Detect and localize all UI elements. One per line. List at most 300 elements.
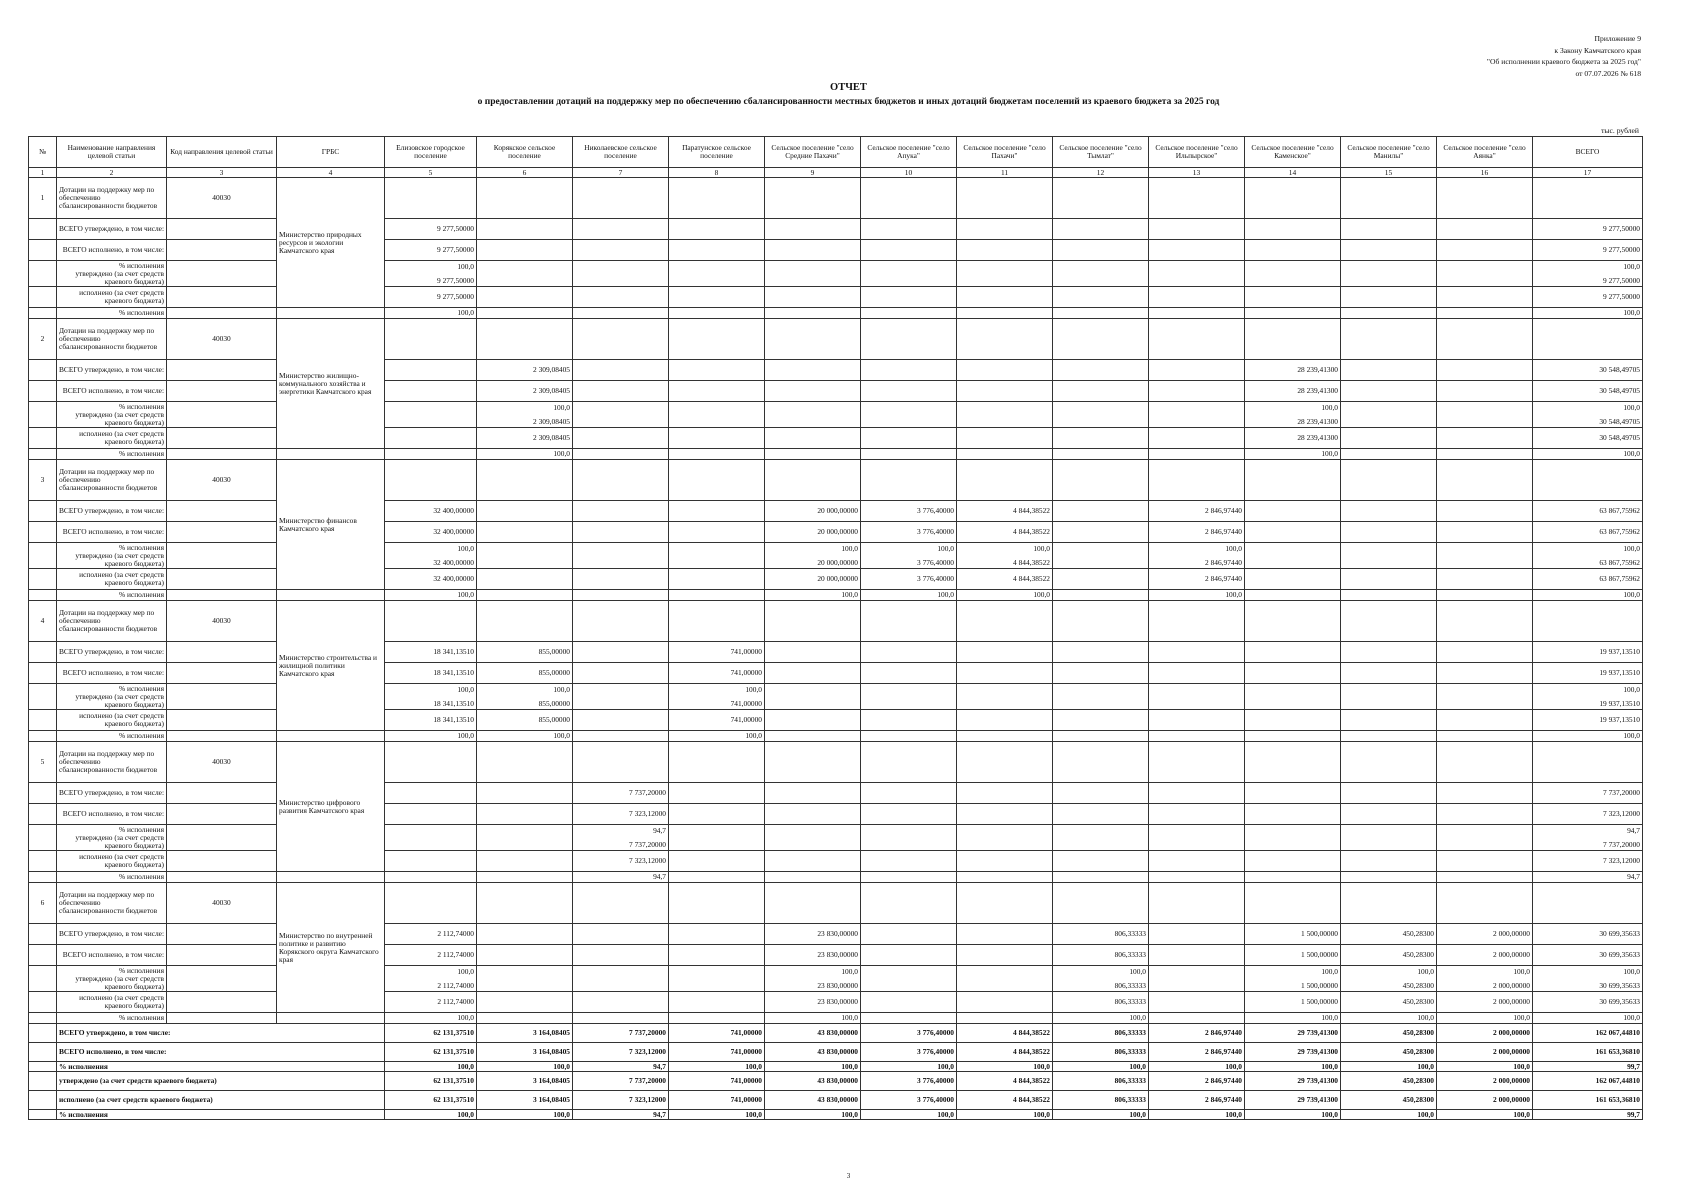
row-label: % исполнения <box>57 731 167 742</box>
value-cell <box>669 590 765 601</box>
value-cell <box>1245 569 1341 590</box>
value-cell: 4 844,38522 <box>957 1091 1053 1110</box>
value-cell: 450,28300 <box>1341 992 1437 1013</box>
value-cell: 100,0 <box>957 590 1053 601</box>
value-cell <box>1245 178 1341 219</box>
row-label: ВСЕГО исполнено, в том числе: <box>57 240 167 261</box>
value-pair <box>861 966 957 992</box>
percent-value: 100,0 <box>1623 261 1640 271</box>
percent-value: 100,0 <box>457 684 474 694</box>
grand-executed-row <box>29 1043 1643 1062</box>
row-label: ВСЕГО утверждено, в том числе: <box>57 360 167 381</box>
value-pair <box>1149 966 1245 992</box>
empty-cell <box>29 543 57 569</box>
value-cell: 99,7 <box>1533 1110 1643 1120</box>
value-pair <box>765 543 861 569</box>
value-cell <box>477 783 573 804</box>
value-cell: 9 277,50000 <box>385 219 477 240</box>
page-number: 3 <box>846 1172 851 1180</box>
value-cell: 7 737,20000 <box>1603 839 1640 849</box>
column-header: Сельское поселение "село Апука" <box>861 137 957 168</box>
value-cell <box>1245 460 1341 501</box>
value-cell <box>669 308 765 319</box>
value-cell: 29 739,41300 <box>1245 1024 1341 1043</box>
value-cell <box>861 287 957 308</box>
value-cell <box>861 219 957 240</box>
value-pair <box>765 684 861 710</box>
percent-row <box>29 1013 1643 1024</box>
value-cell <box>1533 883 1643 924</box>
value-cell <box>957 742 1053 783</box>
value-cell: 2 112,74000 <box>385 924 477 945</box>
value-cell <box>957 319 1053 360</box>
value-cell <box>957 945 1053 966</box>
empty-cell <box>167 569 277 590</box>
value-cell <box>669 783 765 804</box>
value-cell <box>1149 240 1245 261</box>
value-cell <box>1149 178 1245 219</box>
value-cell <box>1053 308 1149 319</box>
value-pair <box>1245 261 1341 287</box>
value-cell: 29 739,41300 <box>1245 1091 1341 1110</box>
value-cell <box>1245 731 1341 742</box>
executed-total-row <box>29 945 1643 966</box>
value-cell: 2 309,08405 <box>477 381 573 402</box>
value-cell: 28 239,41300 <box>1245 360 1341 381</box>
section-code: 40030 <box>167 883 277 924</box>
empty-cell <box>29 642 57 663</box>
value-cell: 2 846,97440 <box>1149 569 1245 590</box>
value-cell: 100,0 <box>765 1013 861 1024</box>
value-cell <box>1245 742 1341 783</box>
value-cell: 100,0 <box>1149 590 1245 601</box>
empty-cell <box>29 1091 57 1110</box>
value-pair <box>1437 825 1533 851</box>
value-cell: 7 323,12000 <box>573 1091 669 1110</box>
empty-cell <box>167 924 277 945</box>
value-cell: 100,0 <box>477 1062 573 1072</box>
section-number: 5 <box>29 742 57 783</box>
row-label: ВСЕГО утверждено, в том числе: <box>57 783 167 804</box>
value-cell <box>573 240 669 261</box>
executed-regional-row <box>29 992 1643 1013</box>
value-cell <box>669 804 765 825</box>
value-cell: 100,0 <box>861 1062 957 1072</box>
value-cell <box>1149 783 1245 804</box>
value-pair <box>1533 261 1643 287</box>
executed-regional-row <box>29 569 1643 590</box>
value-cell <box>477 992 573 1013</box>
value-cell <box>765 663 861 684</box>
value-cell <box>573 569 669 590</box>
value-cell: 28 239,41300 <box>1245 381 1341 402</box>
empty-cell <box>29 684 57 710</box>
value-cell <box>957 851 1053 872</box>
column-number: 16 <box>1437 168 1533 178</box>
value-cell <box>477 287 573 308</box>
total-label: ВСЕГО исполнено, в том числе: <box>57 1043 385 1062</box>
value-cell <box>1053 710 1149 731</box>
column-number: 11 <box>957 168 1053 178</box>
value-cell: 100,0 <box>477 1110 573 1120</box>
percent-value: 100,0 <box>937 543 954 553</box>
value-cell: 100,0 <box>1149 1062 1245 1072</box>
row-label-pair <box>57 684 167 710</box>
value-cell <box>1149 804 1245 825</box>
value-cell <box>573 642 669 663</box>
value-cell: 7 323,12000 <box>573 1043 669 1062</box>
section-code: 40030 <box>167 319 277 360</box>
empty-cell <box>29 522 57 543</box>
value-cell <box>385 360 477 381</box>
value-cell <box>1149 219 1245 240</box>
value-cell <box>477 522 573 543</box>
value-cell: 100,0 <box>669 1110 765 1120</box>
row-label-pair <box>57 966 167 992</box>
value-cell: 4 844,38522 <box>957 1043 1053 1062</box>
percent-value: 100,0 <box>1623 402 1640 412</box>
value-cell: 63 867,75962 <box>1599 557 1640 567</box>
approved-total-row <box>29 501 1643 522</box>
value-pair <box>385 825 477 851</box>
value-cell: 20 000,00000 <box>765 569 861 590</box>
value-cell <box>765 319 861 360</box>
value-pair <box>1341 825 1437 851</box>
column-header: Корякское сельское поселение <box>477 137 573 168</box>
value-cell <box>1437 428 1533 449</box>
value-cell: 741,00000 <box>669 1043 765 1062</box>
empty-cell <box>29 308 57 319</box>
value-cell: 7 323,12000 <box>573 851 669 872</box>
value-cell <box>477 742 573 783</box>
value-cell: 100,0 <box>765 1062 861 1072</box>
value-cell <box>1341 590 1437 601</box>
empty-cell <box>167 402 277 428</box>
value-cell: 100,0 <box>385 1013 477 1024</box>
value-cell: 4 844,38522 <box>1013 557 1050 567</box>
value-cell <box>1437 287 1533 308</box>
value-cell <box>573 319 669 360</box>
value-cell: 450,28300 <box>1402 980 1434 990</box>
value-cell <box>765 783 861 804</box>
value-cell <box>1245 663 1341 684</box>
value-cell <box>477 569 573 590</box>
value-cell: 63 867,75962 <box>1533 569 1643 590</box>
value-cell: 3 164,08405 <box>477 1024 573 1043</box>
row-label: % исполнения <box>57 1013 167 1024</box>
value-cell <box>1053 731 1149 742</box>
value-cell <box>1149 731 1245 742</box>
value-cell <box>1437 663 1533 684</box>
value-cell: 4 844,38522 <box>957 522 1053 543</box>
value-cell <box>1149 992 1245 1013</box>
value-cell: 100,0 <box>1245 1013 1341 1024</box>
value-cell: 100,0 <box>477 449 573 460</box>
row-label: утверждено (за счет средств краевого бюджета) <box>75 973 164 991</box>
value-cell <box>669 428 765 449</box>
value-cell <box>1053 178 1149 219</box>
empty-cell <box>29 851 57 872</box>
grbs-name: Министерство природных ресурсов и экологии Камчатского края <box>277 178 385 308</box>
value-cell <box>1341 601 1437 642</box>
row-label: % исполнения <box>57 872 167 883</box>
value-cell: 30 548,49705 <box>1533 381 1643 402</box>
value-cell: 94,7 <box>573 1062 669 1072</box>
value-pair <box>1533 825 1643 851</box>
empty-cell <box>167 590 277 601</box>
value-cell: 63 867,75962 <box>1533 522 1643 543</box>
column-number: 2 <box>57 168 167 178</box>
value-cell: 1 500,00000 <box>1245 992 1341 1013</box>
value-cell: 63 867,75962 <box>1533 501 1643 522</box>
value-pair <box>385 966 477 992</box>
value-cell <box>957 308 1053 319</box>
value-cell: 741,00000 <box>669 1024 765 1043</box>
value-cell <box>385 381 477 402</box>
empty-cell <box>167 308 277 319</box>
row-label: % исполнения <box>118 965 164 975</box>
value-cell: 100,0 <box>1437 1013 1533 1024</box>
empty-cell <box>29 1062 57 1072</box>
value-cell: 7 737,20000 <box>573 1024 669 1043</box>
value-cell <box>1053 883 1149 924</box>
row-label: ВСЕГО утверждено, в том числе: <box>57 924 167 945</box>
value-cell <box>1341 428 1437 449</box>
value-pair <box>1437 261 1533 287</box>
value-pair <box>1149 402 1245 428</box>
value-pair <box>477 966 573 992</box>
empty-cell <box>29 945 57 966</box>
value-pair <box>1341 402 1437 428</box>
value-cell <box>861 851 957 872</box>
value-cell <box>957 663 1053 684</box>
percent-value: 100,0 <box>841 966 858 976</box>
value-cell: 9 277,50000 <box>1533 287 1643 308</box>
value-cell: 806,33333 <box>1053 945 1149 966</box>
value-cell <box>765 851 861 872</box>
percent-approved-row <box>29 825 1643 851</box>
column-number: 9 <box>765 168 861 178</box>
value-cell <box>385 851 477 872</box>
column-header: Сельское поселение "село Каменское" <box>1245 137 1341 168</box>
value-pair <box>477 261 573 287</box>
value-cell <box>385 460 477 501</box>
value-cell: 62 131,37510 <box>385 1091 477 1110</box>
value-cell <box>1245 851 1341 872</box>
empty-cell <box>29 1110 57 1120</box>
value-cell <box>861 924 957 945</box>
value-cell: 100,0 <box>385 308 477 319</box>
value-pair <box>1149 543 1245 569</box>
value-cell: 30 548,49705 <box>1533 428 1643 449</box>
value-cell <box>1341 522 1437 543</box>
value-cell <box>1053 449 1149 460</box>
value-cell: 162 067,44810 <box>1533 1024 1643 1043</box>
value-cell <box>1053 742 1149 783</box>
column-header: Елизовское городское поселение <box>385 137 477 168</box>
annex-line: от 07.07.2026 № 618 <box>1575 68 1641 78</box>
value-cell <box>477 872 573 883</box>
empty-cell <box>29 381 57 402</box>
value-cell <box>1053 501 1149 522</box>
value-cell <box>1149 945 1245 966</box>
value-cell: 855,00000 <box>477 710 573 731</box>
value-cell <box>477 240 573 261</box>
value-cell <box>477 1013 573 1024</box>
empty-cell <box>29 287 57 308</box>
value-cell: 100,0 <box>1341 1013 1437 1024</box>
value-cell <box>861 428 957 449</box>
value-cell <box>957 1013 1053 1024</box>
value-cell <box>1341 460 1437 501</box>
column-number: 15 <box>1341 168 1437 178</box>
value-cell <box>1245 287 1341 308</box>
value-cell <box>765 642 861 663</box>
value-cell <box>1149 449 1245 460</box>
value-cell <box>1341 851 1437 872</box>
value-cell <box>477 460 573 501</box>
executed-total-row <box>29 240 1643 261</box>
value-cell: 43 830,00000 <box>765 1072 861 1091</box>
value-cell: 3 776,40000 <box>861 1024 957 1043</box>
value-cell <box>1149 1013 1245 1024</box>
empty-cell <box>29 449 57 460</box>
value-cell <box>1341 319 1437 360</box>
header-row <box>29 137 1643 168</box>
value-cell <box>1149 319 1245 360</box>
value-pair <box>1533 402 1643 428</box>
percent-value: 100,0 <box>457 261 474 271</box>
value-cell <box>861 460 957 501</box>
value-cell <box>477 308 573 319</box>
value-pair <box>669 543 765 569</box>
value-cell: 18 341,13510 <box>385 642 477 663</box>
value-cell: 32 400,00000 <box>433 557 474 567</box>
row-label: ВСЕГО исполнено, в том числе: <box>57 663 167 684</box>
value-cell <box>957 642 1053 663</box>
value-cell <box>385 883 477 924</box>
value-cell <box>1533 601 1643 642</box>
value-cell: 741,00000 <box>669 710 765 731</box>
value-cell <box>477 924 573 945</box>
empty-cell <box>29 501 57 522</box>
value-cell <box>669 449 765 460</box>
value-cell <box>1149 601 1245 642</box>
empty-cell <box>167 783 277 804</box>
value-cell <box>1437 783 1533 804</box>
value-cell: 450,28300 <box>1341 1043 1437 1062</box>
column-header: Сельское поселение "село Тымлат" <box>1053 137 1149 168</box>
section-name: Дотации на поддержку мер по обеспечению сбалансированности бюджетов <box>57 742 167 783</box>
value-cell <box>957 992 1053 1013</box>
grbs-name: Министерство по внутренней политике и развитию Корякского округа Камчатского края <box>277 883 385 1013</box>
value-cell: 94,7 <box>573 872 669 883</box>
value-cell: 9 277,50000 <box>1533 240 1643 261</box>
value-cell: 2 846,97440 <box>1149 501 1245 522</box>
value-cell: 9 277,50000 <box>437 275 474 285</box>
value-cell <box>477 851 573 872</box>
value-cell <box>1341 710 1437 731</box>
value-cell: 806,33333 <box>1053 1072 1149 1091</box>
value-cell: 100,0 <box>861 1110 957 1120</box>
value-pair <box>669 684 765 710</box>
value-cell <box>1053 569 1149 590</box>
value-pair <box>1341 261 1437 287</box>
value-cell <box>1341 804 1437 825</box>
value-cell <box>669 601 765 642</box>
value-cell: 806,33333 <box>1053 1024 1149 1043</box>
value-cell: 99,7 <box>1533 1062 1643 1072</box>
value-cell <box>1437 601 1533 642</box>
value-cell: 3 776,40000 <box>861 1072 957 1091</box>
empty-cell <box>29 783 57 804</box>
column-header: Наименование направления целевой статьи <box>57 137 167 168</box>
column-header: Сельское поселение "село Пахачи" <box>957 137 1053 168</box>
value-cell <box>1341 742 1437 783</box>
empty-cell <box>167 381 277 402</box>
value-cell: 7 737,20000 <box>629 839 666 849</box>
value-pair <box>477 402 573 428</box>
value-cell: 741,00000 <box>669 642 765 663</box>
value-cell <box>477 601 573 642</box>
value-cell <box>573 381 669 402</box>
row-label: исполнено (за счет средств краевого бюджета) <box>57 710 167 731</box>
value-cell <box>957 924 1053 945</box>
value-cell <box>573 449 669 460</box>
value-cell: 2 000,00000 <box>1437 1091 1533 1110</box>
value-cell: 100,0 <box>385 731 477 742</box>
value-cell <box>1245 872 1341 883</box>
column-number: 5 <box>385 168 477 178</box>
value-cell: 161 653,36810 <box>1533 1091 1643 1110</box>
value-cell <box>861 710 957 731</box>
value-cell <box>1437 360 1533 381</box>
value-cell <box>861 601 957 642</box>
value-cell: 450,28300 <box>1341 945 1437 966</box>
value-cell <box>573 1013 669 1024</box>
empty-cell <box>167 851 277 872</box>
value-cell: 2 000,00000 <box>1493 980 1530 990</box>
value-cell: 4 844,38522 <box>957 1024 1053 1043</box>
row-label: % исполнения <box>118 401 164 411</box>
value-cell: 806,33333 <box>1053 924 1149 945</box>
section-title-row <box>29 742 1643 783</box>
report-title-line2: о предоставлении дотаций на поддержку мер по обеспечению сбалансированности местных бюджетов и иных дотаций бюджетам поселений из краевого бюджета за 2025 год <box>477 97 1220 107</box>
value-cell <box>1053 872 1149 883</box>
empty-cell <box>167 522 277 543</box>
value-pair <box>1437 543 1533 569</box>
value-cell: 2 846,97440 <box>1149 1024 1245 1043</box>
value-cell <box>765 883 861 924</box>
percent-value: 100,0 <box>1623 966 1640 976</box>
value-cell <box>669 883 765 924</box>
column-header: Николаевское сельское поселение <box>573 137 669 168</box>
value-pair <box>385 261 477 287</box>
row-label: % исполнения <box>118 824 164 834</box>
value-cell <box>1341 569 1437 590</box>
value-cell <box>765 308 861 319</box>
value-cell: 100,0 <box>1437 1062 1533 1072</box>
row-label: % исполнения <box>57 308 167 319</box>
value-cell <box>1245 319 1341 360</box>
value-cell <box>477 590 573 601</box>
value-cell: 7 323,12000 <box>573 804 669 825</box>
value-pair <box>765 402 861 428</box>
section-code: 40030 <box>167 178 277 219</box>
value-cell: 100,0 <box>1437 1110 1533 1120</box>
value-cell <box>1053 601 1149 642</box>
value-cell <box>957 240 1053 261</box>
